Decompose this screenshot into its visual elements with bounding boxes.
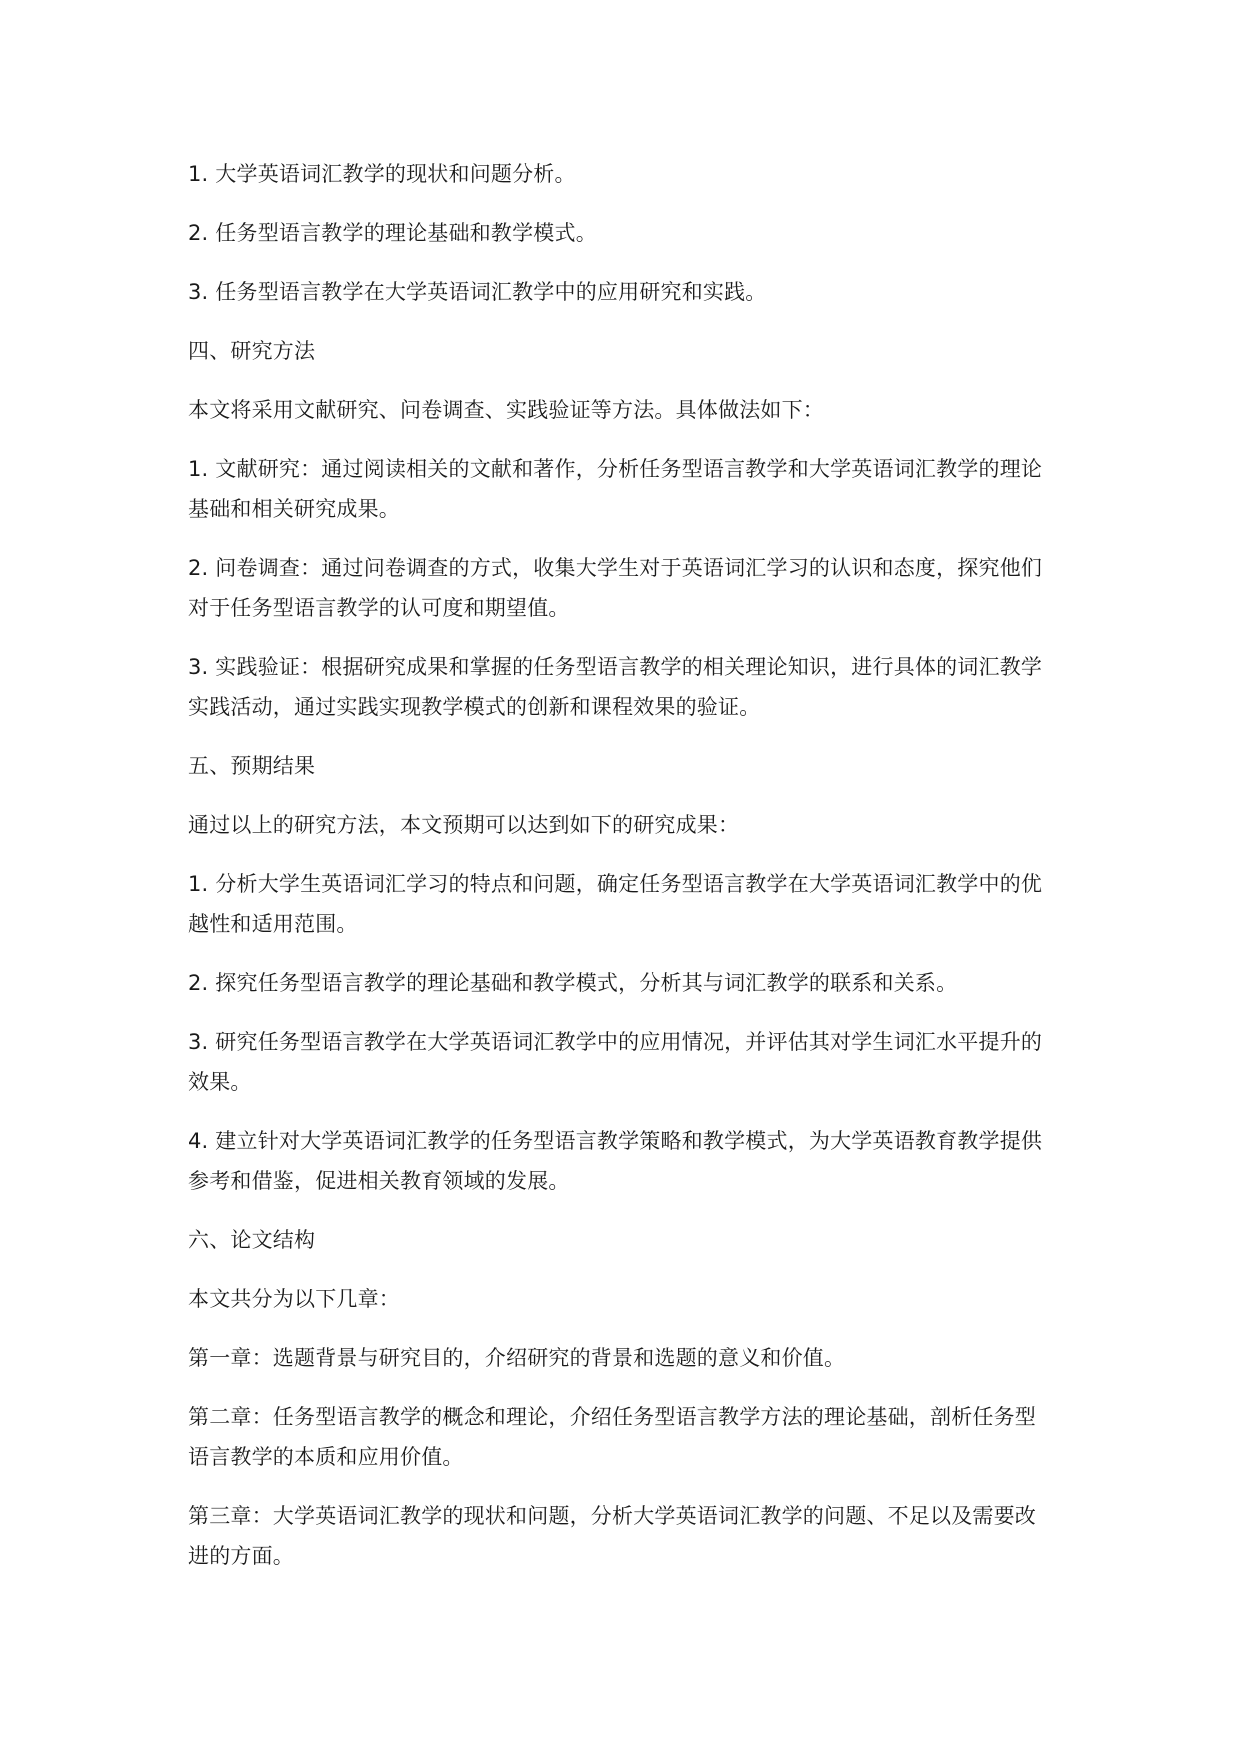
result-item-2: 2. 探究任务型语言教学的理论基础和教学模式，分析其与词汇教学的联系和关系。 [188, 971, 958, 995]
method-item-literature: 1. 文献研究：通过阅读相关的文献和著作，分析任务型语言教学和大学英语词汇教学的理论基础和相关研究成果。 [188, 457, 1043, 521]
results-intro: 通过以上的研究方法，本文预期可以达到如下的研究成果： [188, 813, 740, 837]
methods-intro: 本文将采用文献研究、问卷调查、实践验证等方法。具体做法如下： [188, 398, 824, 422]
structure-intro: 本文共分为以下几章： [188, 1287, 400, 1311]
method-item-questionnaire: 2. 问卷调查：通过问卷调查的方式，收集大学生对于英语词汇学习的认识和态度，探究他们对于任务型语言教学的认可度和期望值。 [188, 556, 1043, 620]
section-heading-research-methods: 四、研究方法 [188, 339, 316, 363]
list-item-content-1: 1. 大学英语词汇教学的现状和问题分析。 [188, 162, 576, 186]
list-item-content-3: 3. 任务型语言教学在大学英语词汇教学中的应用研究和实践。 [188, 280, 767, 304]
chapter-item-3: 第三章：大学英语词汇教学的现状和问题，分析大学英语词汇教学的问题、不足以及需要改进的方面。 [188, 1504, 1036, 1568]
result-item-4: 4. 建立针对大学英语词汇教学的任务型语言教学策略和教学模式，为大学英语教育教学提供 参考和借鉴，促进相关教育领域的发展。 [188, 1129, 1043, 1193]
chapter-item-2: 第二章：任务型语言教学的概念和理论，介绍任务型语言教学方法的理论基础，剖析任务型语言教学的本质和应用价值。 [188, 1405, 1036, 1469]
section-heading-expected-results: 五、预期结果 [188, 754, 316, 778]
result-item-1: 1. 分析大学生英语词汇学习的特点和问题，确定任务型语言教学在大学英语词汇教学中的优 越性和适用范围。 [188, 872, 1043, 936]
chapter-item-1: 第一章：选题背景与研究目的，介绍研究的背景和选题的意义和价值。 [188, 1346, 846, 1370]
method-item-practice: 3. 实践验证：根据研究成果和掌握的任务型语言教学的相关理论知识，进行具体的词汇教学实践活动，通过实践实现教学模式的创新和课程效果的验证。 [188, 655, 1043, 719]
result-item-3: 3. 研究任务型语言教学在大学英语词汇教学中的应用情况，并评估其对学生词汇水平提升的效果。 [188, 1030, 1043, 1094]
list-item-content-2: 2. 任务型语言教学的理论基础和教学模式。 [188, 221, 597, 245]
section-heading-thesis-structure: 六、论文结构 [188, 1228, 316, 1252]
document-body [188, 154, 1054, 1595]
